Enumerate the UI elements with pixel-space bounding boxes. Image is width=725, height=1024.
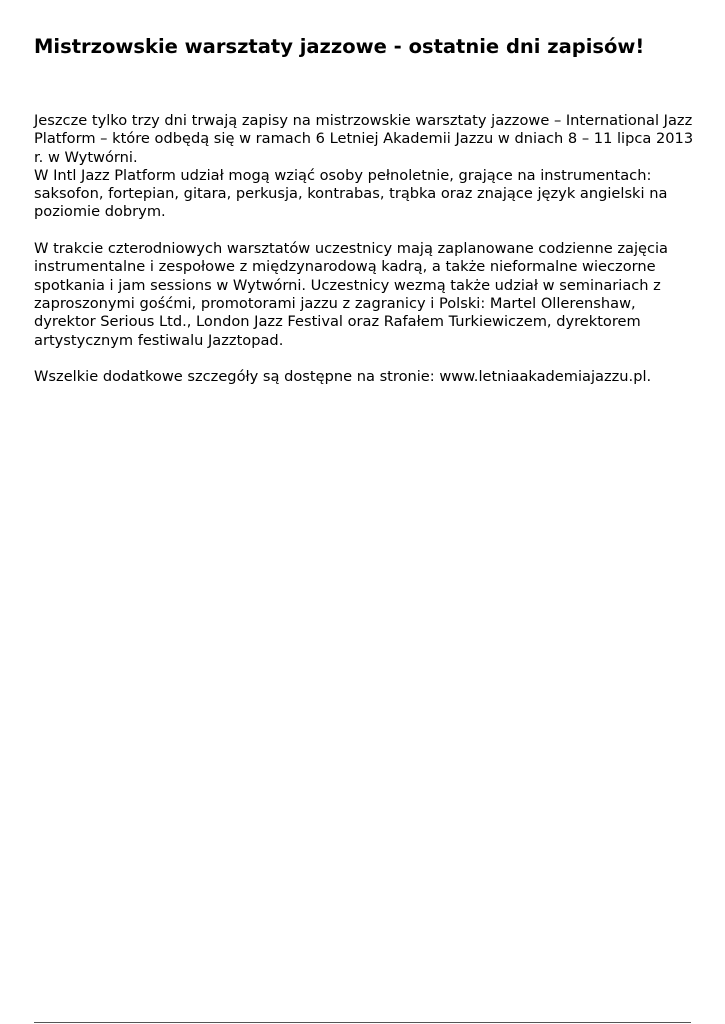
page-title: Mistrzowskie warsztaty jazzowe - ostatnie dni zapisów! [34, 35, 645, 58]
paragraph-intro: Jeszcze tylko trzy dni trwają zapisy na mistrzowskie warsztaty jazzowe – International Jazz Platform – które odbędą się w ramach 6 Letniej Akademii Jazzu w dniach 8 – 11 lipca 2013 r. w Wytwórni. [34, 112, 694, 166]
paragraph-program: W trakcie czterodniowych warsztatów uczestnicy mają zaplanowane codzienne zajęcia instrumentalne i zespołowe z międzynarodową kadrą, a także nieformalne wieczorne spotkania i jam sessions w Wytwórni. Uczestnicy wezmą także udział w seminariach z zaproszonymi gośćmi, promotorami jazzu z zagranicy i Polski: Martel Ollerenshaw, dyrektor Serious Ltd., London Jazz Festival oraz Rafałem Turkiewiczem, dyrektorem artystycznym festiwalu Jazztopad. [34, 240, 668, 349]
article-body [34, 112, 696, 386]
paragraph-details: Wszelkie dodatkowe szczegóły są dostępne na stronie: www.letniaakademiajazzu.pl. [34, 368, 652, 386]
footer-divider [34, 1022, 691, 1023]
paragraph-eligibility: W Intl Jazz Platform udział mogą wziąć osoby pełnoletnie, grające na instrumentach: saksofon, fortepian, gitara, perkusja, kontrabas, trąbka oraz znające język angielski na poziomie dobrym. [34, 166, 668, 221]
